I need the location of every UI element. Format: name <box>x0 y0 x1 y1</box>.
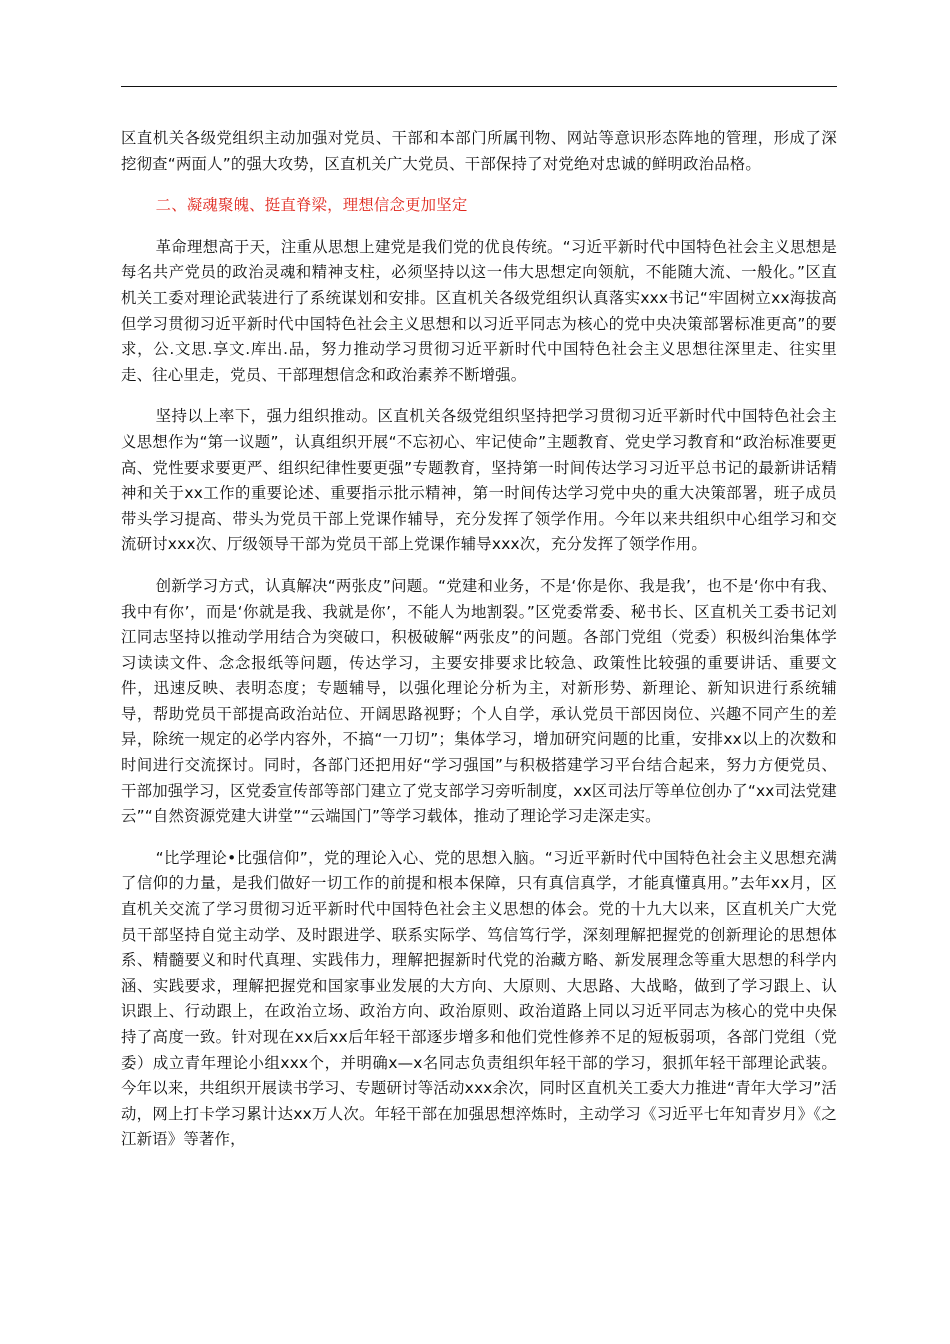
section-heading: 二、凝魂聚魄、挺直脊梁，理想信念更加坚定 <box>155 196 468 215</box>
header-rule <box>121 86 837 87</box>
paragraph-continuation: 区直机关各级党组织主动加强对党员、干部和本部门所属刊物、网站等意识形态阵地的管理，形成了深挖彻查“两面人”的强大攻势，区直机关广大党员、干部保持了对党绝对忠诚的鲜明政治品格。 <box>121 129 837 173</box>
document-body <box>121 126 837 1169</box>
paragraph-innovative-learning: 创新学习方式，认真解决“两张皮”问题。“党建和业务，不是‘你是你、我是我’，也不是‘你中有我、我中有你’，而是‘你就是我、我就是你’，不能人为地割裂。”区党委常委、秘书长、区直机关工委书记刘江同志坚持以推动学用结合为突破口，积极破解“两张皮”的问题。各部门党组（党委）积极纠治集体学习读读文件、念念报纸等问题，传达学习，主要安排要求比较急、政策性比较强的重要讲话、重要文件，迅速反映、表明态度；专题辅导，以强化理论分析为主，对新形势、新理论、新知识进行系统辅导，帮助党员干部提高政治站位、开阔思路视野；个人自学，承认党员干部因岗位、兴趣不同产生的差异，除统一规定的必学内容外，不搞“一刀切”；集体学习，增加研究问题的比重，安排xx以上的次数和时间进行交流探讨。同时，各部门还把用好“学习强国”与积极搭建学习平台结合起来，努力方便党员、干部加强学习，区党委宣传部等部门建立了党支部学习旁听制度，xx区司法厅等单位创办了“xx司法党建云”“自然资源党建大讲堂”“云端国门”等学习载体，推动了理论学习走深走实。 <box>121 576 837 826</box>
paragraph-revolutionary-ideals: 革命理想高于天，注重从思想上建党是我们党的优良传统。“习近平新时代中国特色社会主义思想是每名共产党员的政治灵魂和精神支柱，必须坚持以这一伟大思想定向领航，不能随大流、一般化。”区直机关工委对理论武装进行了系统谋划和安排。区直机关各级党组织认真落实xxx书记“牢固树立xx海拔高但学习贯彻习近平新时代中国特色社会主义思想和以习近平同志为核心的党中央决策部署标准更高”的要求，公.文思.享文.库出.品，努力推动学习贯彻习近平新时代中国特色社会主义思想往深里走、往实里走、往心里走，党员、干部理想信念和政治素养不断增强。 <box>121 237 837 384</box>
paragraph-compare-theory: “比学理论•比强信仰”，党的理论入心、党的思想入脑。“习近平新时代中国特色社会主义思想充满了信仰的力量，是我们做好一切工作的前提和根本保障，只有真信真学，才能真懂真用。”去年xx月，区直机关交流了学习贯彻习近平新时代中国特色社会主义思想的体会。党的十九大以来，区直机关广大党员干部坚持自觉主动学、及时跟进学、联系实际学、笃信笃行学，深刻理解把握党的创新理论的思想体系、精髓要义和时代真理、实践伟力，理解把握新时代党的治藏方略、新发展理念等重大思想的科学内涵、实践要求，理解把握党和国家事业发展的大方向、大原则、大思路、大战略，做到了学习跟上、认识跟上、行动跟上，在政治立场、政治方向、政治原则、政治道路上同以习近平同志为核心的党中央保持了高度一致。针对现在xx后xx后年轻干部逐步增多和他们党性修养不足的短板弱项，各部门党组（党委）成立青年理论小组xxx个，并明确x—x名同志负责组织年轻干部的学习，狠抓年轻干部理论武装。今年以来，共组织开展读书学习、专题研讨等活动xxx余次，同时区直机关工委大力推进“青年大学习”活动，网上打卡学习累计达xx万人次。年轻干部在加强思想淬炼时，主动学习《习近平七年知青岁月》《之江新语》等著作， <box>121 848 837 1149</box>
paragraph-lead-by-example: 坚持以上率下，强力组织推动。区直机关各级党组织坚持把学习贯彻习近平新时代中国特色社会主义思想作为“第一议题”，认真组织开展“不忘初心、牢记使命”主题教育、党史学习教育和“政治标准要更高、党性要求要更严、组织纪律性要更强”专题教育，坚持第一时间传达学习习近平总书记的最新讲话精神和关于xx工作的重要论述、重要指示批示精神，第一时间传达学习党中央的重大决策部署，班子成员带头学习提高、带头为党员干部上党课作辅导，充分发挥了领学作用。今年以来共组织中心组学习和交流研讨xxx次、厅级领导干部为党员干部上党课作辅导xxx次，充分发挥了领学作用。 <box>121 407 837 554</box>
